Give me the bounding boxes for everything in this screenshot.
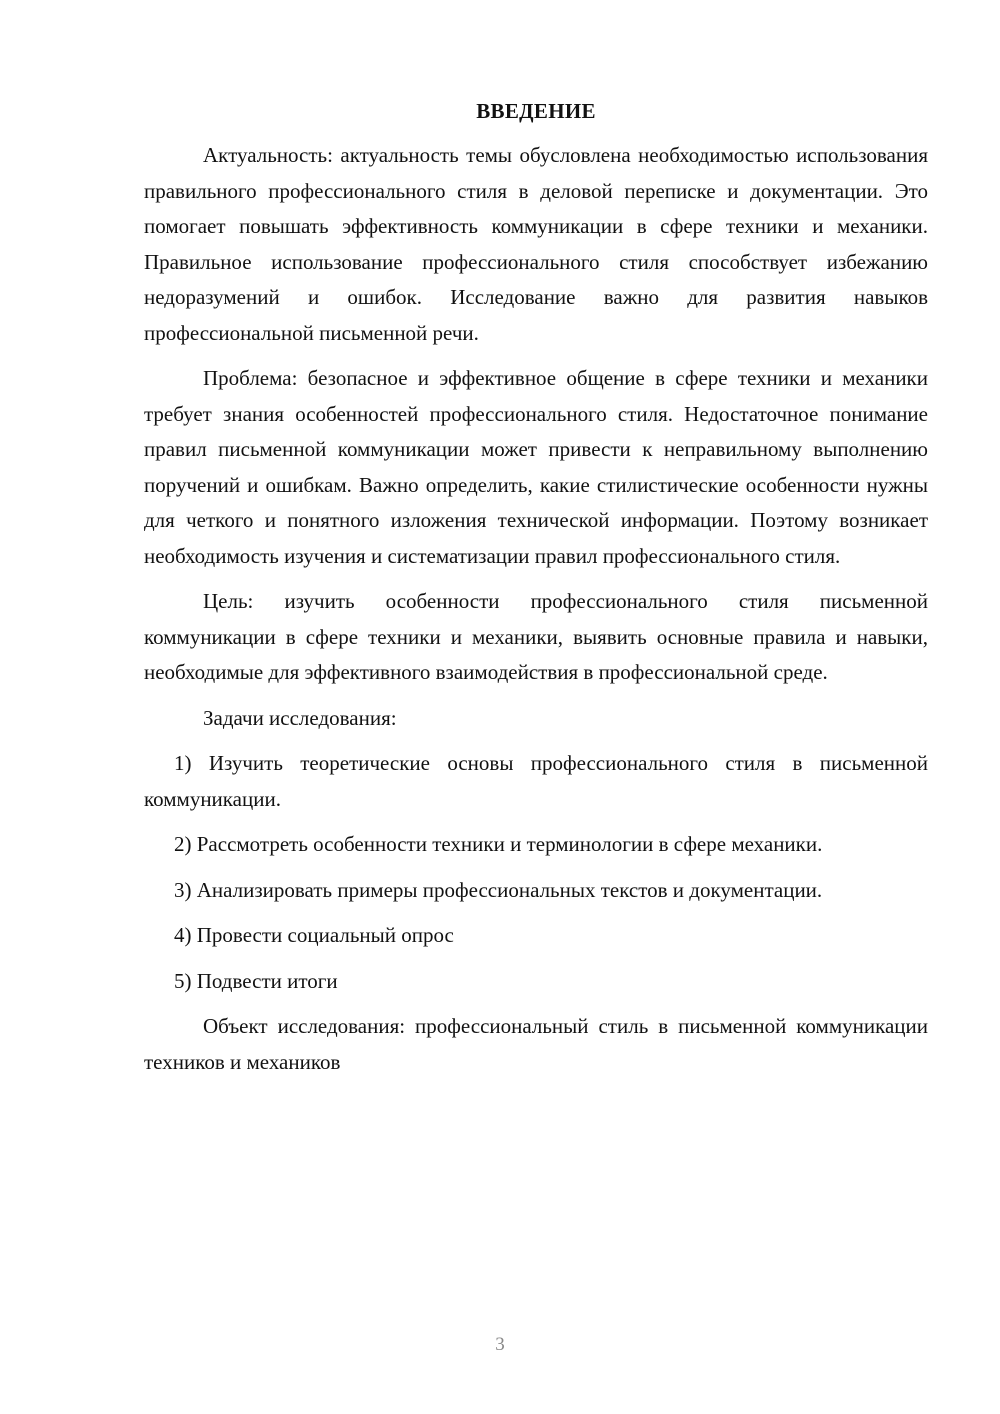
task-item-2: 2) Рассмотреть особенности техники и терминологии в сфере механики.: [174, 832, 823, 856]
page-number: 3: [495, 1334, 505, 1355]
paragraph-goal: Цель: изучить особенности профессионального стиля письменной коммуникации в сфере техники и механики, выявить основные правила и навыки, необходимые для эффективного взаимодействия в профессиональной среде.: [144, 589, 928, 684]
paragraph-object: Объект исследования: профессиональный стиль в письменной коммуникации техников и механиков: [144, 1014, 928, 1074]
paragraph-problem: Проблема: безопасное и эффективное общение в сфере техники и механики требует знания особенностей профессионального стиля. Недостаточное понимание правил письменной коммуникации может привести к неправильному выполнению поручений и ошибкам. Важно определить, какие стилистические особенности нужны для четкого и понятного изложения технической информации. Поэтому возникает необходимость изучения и систематизации правил профессионального стиля.: [144, 366, 928, 568]
section-title: ВВЕДЕНИЕ: [476, 99, 596, 123]
task-item-1: 1) Изучить теоретические основы профессионального стиля в письменной коммуникации.: [144, 751, 928, 811]
task-item-4: 4) Провести социальный опрос: [174, 923, 454, 947]
task-item-3: 3) Анализировать примеры профессиональных текстов и документации.: [174, 877, 823, 902]
paragraph-tasks-heading: Задачи исследования:: [203, 705, 397, 730]
paragraph-relevance: Актуальность: актуальность темы обусловлена необходимостью использования правильного профессионального стиля в деловой переписке и документации. Это помогает повышать эффективность коммуникации в сфере техники и механики. Правильное использование профессионального стиля способствует избежанию недоразумений и ошибок. Исследование важно для развития навыков профессиональной письменной речи.: [144, 143, 928, 345]
task-item-5: 5) Подвести итоги: [174, 968, 338, 993]
page-content: [144, 96, 928, 1090]
